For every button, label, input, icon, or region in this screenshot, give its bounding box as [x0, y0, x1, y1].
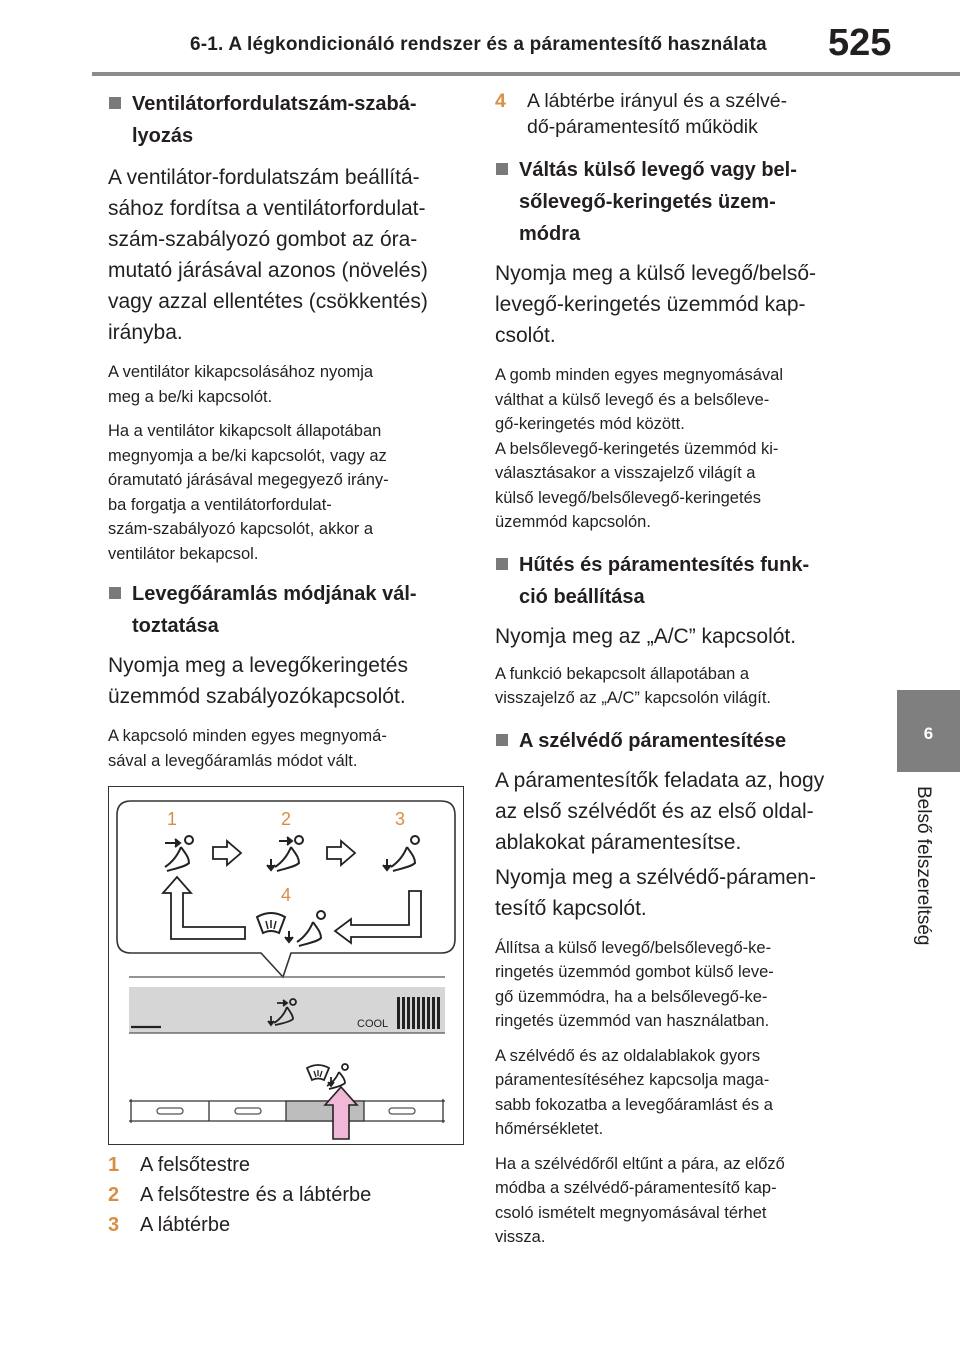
text-line: módba a szélvédő-páramentesítő kap- — [495, 1179, 777, 1197]
square-bullet-icon — [496, 558, 508, 570]
mode-number-2: 2 — [281, 809, 292, 829]
defrost-button-icon — [307, 1064, 348, 1089]
heading-line: módra — [519, 223, 581, 245]
defrost-body-1 — [495, 765, 847, 858]
text-line: tesítő kapcsolót. — [495, 896, 647, 920]
fan-level-bar — [417, 997, 420, 1029]
defrost-note-2 — [495, 1044, 847, 1142]
text-line: dő-páramentesítő működik — [527, 116, 758, 138]
right-column — [495, 88, 847, 1250]
text-line: Állítsa a külső levegő/belsőlevegő-ke- — [495, 938, 772, 957]
heading-line: Ventilátorfordulatszám-szabá- — [132, 93, 417, 115]
chapter-tab-label — [906, 786, 946, 986]
list-number: 3 — [108, 1214, 120, 1236]
fan-level-bar — [427, 997, 430, 1029]
chapter-tab — [897, 690, 960, 772]
fan-off-note — [108, 360, 464, 409]
mode-number-3: 3 — [395, 809, 406, 829]
button-indicator — [389, 1108, 415, 1114]
text-line: válthat a külső levegő és a belsőleve- — [495, 390, 770, 409]
list-number: 4 — [495, 90, 506, 112]
text-line: Nyomja meg a szélvédő-páramen- — [495, 865, 816, 889]
section-heading-ac — [495, 549, 847, 613]
display-cool-text: COOL — [357, 1018, 389, 1030]
list-number: 2 — [108, 1184, 120, 1206]
fan-level-bar — [437, 997, 440, 1029]
airflow-mode-note — [108, 724, 464, 773]
list-item — [108, 1180, 464, 1210]
text-line: ringetés üzemmód gombot külső leve- — [495, 963, 774, 981]
text-line: Nyomja meg az „A/C” kapcsolót. — [495, 624, 797, 648]
text-line: óramutató járásával megegyező irány- — [108, 471, 389, 489]
text-line: páramentesítéséhez kapcsolja maga- — [495, 1071, 770, 1089]
list-text: A felsőtestre és a lábtérbe — [140, 1184, 372, 1206]
fan-level-bar — [397, 997, 400, 1029]
fan-level-bars — [397, 997, 440, 1029]
fan-level-bar — [402, 997, 405, 1029]
text-line: A funkció bekapcsolt állapotában a — [495, 664, 750, 683]
square-bullet-icon — [496, 734, 508, 746]
list-text: A felsőtestre — [140, 1154, 251, 1176]
text-line: Ha a szélvédőről eltűnt a pára, az előző — [495, 1154, 785, 1173]
heading-line: A szélvédő páramentesítése — [519, 729, 787, 752]
square-bullet-icon — [109, 97, 121, 109]
text-line: az első szélvédőt és az első oldal- — [495, 799, 814, 823]
list-item-4 — [495, 88, 847, 140]
mode-number-1: 1 — [167, 809, 178, 829]
defrost-note-3 — [495, 1152, 847, 1250]
text-line: ba forgatja a ventilátorfordulat- — [108, 495, 332, 514]
text-line: A lábtérbe irányul és a szélvé- — [527, 90, 788, 112]
text-line: csoló ismételt megnyomásával térhet — [495, 1203, 767, 1222]
heading-line: toztatása — [132, 615, 219, 637]
section-heading-defrost — [495, 725, 847, 757]
heading-line: sőlevegő-keringetés üzem- — [519, 191, 776, 213]
heading-line: Váltás külső levegő vagy bel- — [519, 159, 797, 181]
chapter-tab-label-text: Belső felszereltség — [913, 786, 934, 946]
fan-speed-body — [108, 162, 464, 348]
text-line: ablakokat páramentesítse. — [495, 830, 742, 854]
section-heading-recirculation — [495, 154, 847, 250]
text-line: vagy azzal ellentétes (csökkentés) — [108, 290, 428, 313]
text-line: sához fordítsa a ventilátorfordulat- — [108, 197, 426, 220]
airflow-mode-body — [108, 650, 464, 712]
square-bullet-icon — [109, 587, 121, 599]
fan-level-bar — [432, 997, 435, 1029]
text-line: levegő-keringetés üzemmód kap- — [495, 293, 806, 316]
section-heading-fan-speed — [108, 88, 464, 152]
text-line: A szélvédő és az oldalablakok gyors — [495, 1046, 761, 1065]
text-line: sával a levegőáramlás módot vált. — [108, 751, 358, 770]
fan-level-bar — [422, 997, 425, 1029]
text-line: Nyomja meg a külső levegő/belső- — [495, 262, 816, 285]
text-line: üzemmód kapcsolón. — [495, 513, 651, 531]
left-column — [108, 88, 464, 773]
airflow-mode-diagram — [108, 786, 464, 1145]
text-line: csolót. — [495, 324, 556, 347]
mode-number-4: 4 — [281, 885, 292, 905]
text-line: A ventilátor-fordulatszám beállítá- — [108, 166, 420, 189]
section-heading-airflow-mode — [108, 578, 464, 642]
list-number: 1 — [108, 1154, 120, 1176]
header-rule — [92, 72, 960, 76]
text-line: sabb fokozatba a levegőáramlást és a — [495, 1095, 773, 1114]
text-line: irányba. — [108, 321, 183, 344]
text-line: Ha a ventilátor kikapcsolt állapotában — [108, 422, 382, 440]
ac-body — [495, 621, 847, 652]
button-indicator — [157, 1108, 183, 1114]
heading-line: ció beállítása — [519, 585, 645, 608]
list-item — [108, 1150, 464, 1180]
text-line: mutató járásával azonos (növelés) — [108, 259, 428, 282]
airflow-diagram-svg — [109, 787, 463, 1144]
text-line: vissza. — [495, 1228, 546, 1246]
heading-line: Levegőáramlás módjának vál- — [132, 583, 417, 605]
chapter-title: 6-1. A légkondicionáló rendszer és a páramentesítő használata — [190, 34, 767, 55]
text-line: választásakor a visszajelző világít a — [495, 464, 756, 482]
heading-line: lyozás — [132, 125, 194, 147]
text-line: A kapcsoló minden egyes megnyomá- — [108, 727, 387, 745]
text-line: meg a be/ki kapcsolót. — [108, 387, 273, 406]
page-number: 525 — [828, 22, 892, 64]
text-line: szám-szabályozó kapcsolót, akkor a — [108, 520, 374, 538]
fan-level-bar — [412, 997, 415, 1029]
text-line: A ventilátor kikapcsolásához nyomja — [108, 363, 374, 381]
fan-on-note — [108, 419, 464, 566]
ac-note — [495, 662, 847, 711]
heading-line: Hűtés és páramentesítés funk- — [519, 553, 810, 576]
airflow-mode-list — [108, 1150, 464, 1240]
text-line: A belsőlevegő-keringetés üzemmód ki- — [495, 439, 779, 458]
defrost-note-1 — [495, 936, 847, 1034]
text-line: Nyomja meg a levegőkeringetés — [108, 654, 408, 677]
text-line: A gomb minden egyes megnyomásával — [495, 366, 783, 384]
recirculation-body — [495, 258, 847, 351]
text-line: szám-szabályozó gombot az óra- — [108, 228, 418, 251]
chapter-tab-number: 6 — [923, 724, 934, 743]
text-line: ventilátor bekapcsol. — [108, 544, 259, 563]
button-indicator — [235, 1108, 261, 1114]
text-line: megnyomja a be/ki kapcsolót, vagy az — [108, 446, 387, 465]
text-line: üzemmód szabályozókapcsolót. — [108, 685, 406, 708]
text-line: gő-keringetés mód között. — [495, 415, 685, 433]
list-text: A lábtérbe — [140, 1214, 231, 1236]
list-item — [108, 1210, 464, 1240]
text-line: hőmérsékletet. — [495, 1120, 604, 1138]
square-bullet-icon — [496, 163, 508, 175]
recirculation-note — [495, 363, 847, 535]
text-line: A páramentesítők feladata az, hogy — [495, 768, 825, 792]
text-line: gő üzemmódra, ha a belsőlevegő-ke- — [495, 987, 768, 1006]
text-line: visszajelző az „A/C” kapcsolón világít. — [495, 689, 772, 707]
defrost-body-2 — [495, 862, 847, 924]
text-line: külső levegő/belsőlevegő-keringetés — [495, 488, 761, 507]
fan-level-bar — [407, 997, 410, 1029]
text-line: ringetés üzemmód van használatban. — [495, 1012, 770, 1030]
